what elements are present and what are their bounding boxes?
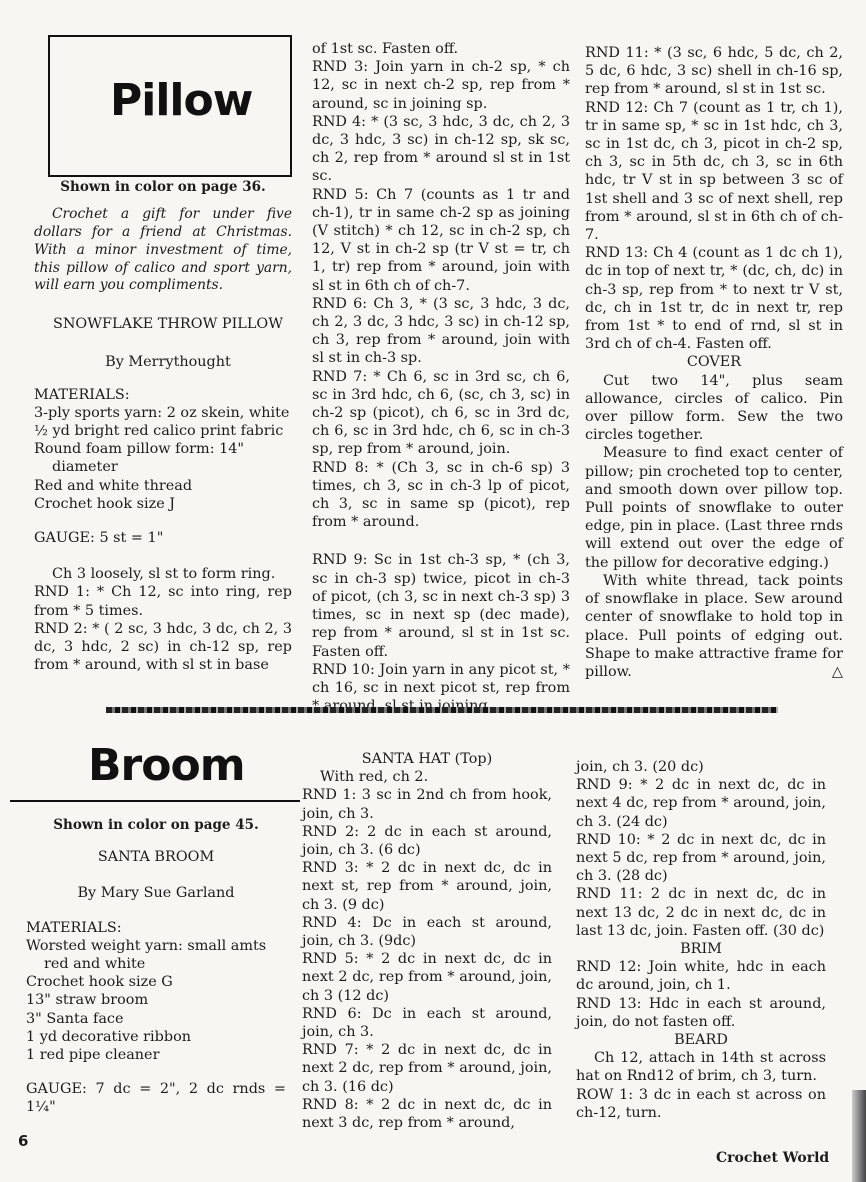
pillow-round-text: RND 10: Join yarn in any picot st, * ch 16, sc in next picot st, rep from [312,661,570,696]
broom-byline: By Mary Sue Garland [77,885,235,902]
broom-material-item: Worsted weight yarn: small amts red and white [26,937,267,973]
pillow-round-text: RND 2: * ( 2 sc, 3 hdc, 3 dc, ch 2, 3 dc, 3 hdc, 2 sc) in ch-12 sp, rep from * around, with sl st in base [34,620,292,674]
broom-gauge: GAUGE: 7 dc = 2", 2 dc rnds = 1¼" [26,1081,286,1116]
broom-round-text: RND 8: * 2 dc in next dc, dc in next 3 dc, rep from * around, [302,1096,552,1132]
pillow-round-text: RND 1: * Ch 12, sc into ring, rep from * 5 times. [34,584,292,619]
broom-round-text: RND 7: * 2 dc in next dc, dc in next 2 dc, rep from * around, join, ch 3. (16 dc) [302,1042,552,1095]
section-divider [106,707,778,713]
pillow-round-text: RND 9: Sc in 1st ch-3 sp, * (ch 3, sc in ch-3 sp) twice, picot in ch-3 of picot, (ch 3, sc in next ch-3 sp) 3 times, sc in next sp (dec made), rep from * around, sl st in 1st sc. Fasten off. [312,552,570,660]
pillow-material-item: ½ yd bright red calico print fabric [34,423,284,439]
broom-round-text: RND 9: * 2 dc in next dc, dc in next 4 dc, rep from * around, join, ch 3. (24 dc) [576,777,826,830]
broom-column-1 [26,816,286,1117]
broom-round-text: RND 3: * 2 dc in next dc, dc in next st, rep from * around, join, ch 3. (9 dc) [302,860,552,913]
pillow-cover-text: Cut two 14", plus seam allowance, circles of calico. Pin over pillow form. Sew the two circles together. [585,372,843,444]
pillow-round-text: RND 6: Ch 3, * (3 sc, 3 hdc, 3 dc, ch 2, 3 dc, 3 hdc, 3 sc) in ch-12 sp, ch 3, rep from * around, join with sl st in ch-3 sp. [312,295,570,367]
broom-materials-heading: MATERIALS: [26,919,122,936]
broom-hat-start: With red, ch 2. [320,769,429,786]
pillow-round-text: RND 12: Ch 7 (count as 1 tr, ch 1), tr in same sp, * sc in 1st hdc, ch 3, sc in 1st dc, ch 3, picot in ch-2 sp, ch 3, sc in 5th dc, ch 3, sc in 6th hdc, tr V st in sp between 3 sc of 1st shell and 3 sc of next shell, rep from * around, sl st in 6th ch of ch-7. [585,99,843,244]
broom-beard-heading: BEARD [674,1032,728,1049]
pillow-cover-heading: COVER [686,354,742,371]
pillow-column-3 [585,44,843,681]
pillow-cover-text: With white thread, tack points of snowflake in place. Sew around center of snowflake to hold top in place. Pull points of edging out. Shape to make attractive frame for pillow. [585,572,843,680]
pillow-pattern-name: SNOWFLAKE THROW PILLOW [52,316,284,333]
pillow-material-item: Red and white thread [34,477,193,494]
broom-round-text: RND 10: * 2 dc in next dc, dc in next 5 dc, rep from * around, join, ch 3. (28 dc) [576,831,826,885]
broom-brim-text: RND 13: Hdc in each st around, join, do not fasten off. [576,995,826,1030]
broom-round-text: RND 4: Dc in each st around, join, ch 3. (9dc) [302,914,552,950]
broom-round-text: RND 6: Dc in each st around, join, ch 3. [302,1005,552,1041]
end-mark: △ [831,664,843,681]
broom-round-text: join, ch 3. (20 dc) [576,759,704,775]
page-number: 6 [18,1132,29,1150]
broom-hat-heading: SANTA HAT (Top) [361,751,493,767]
broom-column-3 [576,758,826,1122]
broom-material-item: 13" straw broom [26,992,149,1009]
broom-pattern-name: SANTA BROOM [97,849,215,866]
broom-round-text: RND 11: 2 dc in next dc, dc in next 13 dc, 2 dc in next dc, dc in last 13 dc, join. Fasten off. (30 dc) [576,886,826,939]
broom-title-rule [10,800,300,802]
broom-beard-text: ROW 1: 3 dc in each st across on ch-12, turn. [576,1086,826,1121]
broom-column-2 [302,750,552,1132]
pillow-round-text: RND 5: Ch 7 (counts as 1 tr and ch-1), tr in same ch-2 sp as joining (V stitch) * ch 12, sc in ch-2 sp, ch 12, V st in ch-2 sp (tr V st = tr, ch 1, tr) rep from * around, join with sl st in 6th ch of ch-7. [312,186,570,294]
broom-round-text: RND 2: 2 dc in each st around, join, ch 3. (6 dc) [302,823,552,859]
pillow-round-text: of 1st sc. Fasten off. [312,41,459,57]
pillow-round-text: RND 7: * Ch 6, sc in 3rd sc, ch 6, sc in 3rd hdc, ch 6, (sc, ch 3, sc) in ch-2 sp (picot), ch 6, sc in 3rd dc, ch 6, sc in 3rd hdc, ch 6, sc in ch-3 sp, rep from * around, join. [312,368,570,458]
pillow-round-text: RND 4: * (3 sc, 3 hdc, 3 dc, ch 2, 3 dc, 3 hdc, 3 sc) in ch-12 sp, sk sc, ch 2, rep from * around sl st in 1st sc. [312,113,570,185]
broom-brim-text: RND 12: Join white, hdc in each dc around, join, ch 1. [576,959,826,994]
pillow-round-text: RND 11: * (3 sc, 6 hdc, 5 dc, ch 2, 5 dc, 6 hdc, 3 sc) shell in ch-16 sp, rep from * around, sl st in 1st sc. [585,45,843,98]
broom-beard-text: Ch 12, attach in 14th st across hat on Rnd12 of brim, ch 3, turn. [576,1050,826,1085]
pillow-round-text: RND 8: * (Ch 3, sc in ch-6 sp) 3 times, ch 3, sc in ch-3 lp of picot, ch 3, sc in same sp (picot), rep from * around. [312,459,570,531]
pillow-title: Pillow [110,75,253,126]
broom-material-item: 1 red pipe cleaner [26,1047,160,1064]
broom-material-item: Crochet hook size G [26,974,173,991]
pillow-column-1 [34,176,292,674]
pillow-column-2 [312,40,570,715]
pillow-material-item: Round foam pillow form: 14" diameter [34,441,245,476]
broom-shown-in-color: Shown in color on page 45. [53,817,259,833]
pillow-intro: Crochet a gift for under five dollars for a friend at Christmas. With a minor investment of time, this pillow of calico and sport yarn, will earn you compliments. [34,206,292,294]
pillow-material-item: 3-ply sports yarn: 2 oz skein, white [34,404,290,421]
pillow-round-text: Ch 3 loosely, sl st to form ring. [52,566,276,583]
magazine-footer: Crochet World [716,1150,830,1166]
pillow-byline: By Merrythought [105,354,231,371]
pillow-round-text: RND 13: Ch 4 (count as 1 dc ch 1), dc in top of next tr, * (dc, ch, dc) in ch-3 sp, rep from * to next tr V st, dc, ch in 1st tr, dc in next tr, rep from 1st * to end of rnd, sl st in 3rd ch of ch-4. Fasten off. [585,245,843,353]
pillow-title-box [48,35,292,177]
broom-material-item: 3" Santa face [26,1010,124,1027]
broom-material-item: 1 yd decorative ribbon [26,1028,192,1045]
pillow-material-item: Crochet hook size J [34,495,176,512]
pillow-gauge: GAUGE: 5 st = 1" [34,530,164,547]
pillow-materials-heading: MATERIALS: [34,386,130,403]
pillow-cover-text: Measure to find exact center of pillow; pin crocheted top to center, and smooth down over pillow top. Pull points of snowflake to outer edge, pin in place. (Last three rnds will extend out over the edge of the pillow for decorative edging.) [585,445,843,571]
broom-brim-heading: BRIM [680,941,722,958]
pillow-shown-in-color: Shown in color on page 36. [60,179,266,195]
broom-title: Broom [88,740,245,791]
broom-round-text: RND 5: * 2 dc in next dc, dc in next 2 dc, rep from * around, join, ch 3 (12 dc) [302,951,552,1004]
page-edge-shadow [852,1090,866,1182]
pillow-round-text: RND 3: Join yarn in ch-2 sp, * ch 12, sc in next ch-2 sp, rep from * around, sc in joining sp. [312,59,570,112]
broom-round-text: RND 1: 3 sc in 2nd ch from hook, join, ch 3. [302,787,552,822]
